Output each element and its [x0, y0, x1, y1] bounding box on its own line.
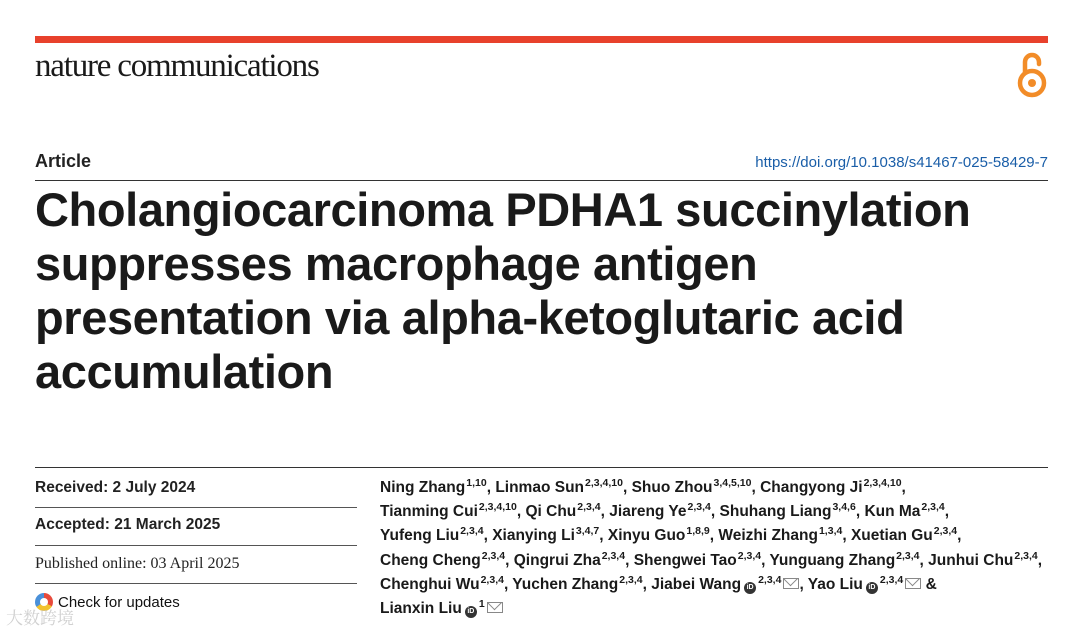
author-affiliation: 2,3,4 — [480, 573, 504, 586]
author-entry — [928, 549, 1038, 569]
email-icon[interactable] — [783, 578, 799, 589]
author-entry — [608, 527, 710, 544]
author-entry — [380, 600, 503, 617]
author-affiliation: 2,3,4 — [758, 573, 782, 586]
author-affiliation: 2,3,4 — [481, 549, 506, 562]
author-entry — [651, 573, 799, 593]
author-entry — [492, 527, 599, 544]
author-affiliation: 2,3,4 — [619, 573, 643, 586]
author-name[interactable]: Yufeng Liu — [380, 527, 460, 545]
author-entry — [632, 479, 752, 496]
author-connector: & — [921, 575, 937, 593]
author-affiliation: 2,3,4 — [460, 525, 484, 538]
published-date: Published online: 03 April 2025 — [35, 555, 240, 572]
author-affiliation: 2,3,4 — [896, 549, 920, 562]
author-affiliation: 2,3,4 — [1014, 549, 1038, 562]
author-affiliation: 2,3,4 — [737, 549, 762, 562]
author-name[interactable]: Yao Liu — [807, 575, 863, 593]
author-name[interactable]: Ning Zhang — [380, 479, 466, 496]
author-entry — [720, 503, 856, 520]
author-entry — [512, 573, 643, 593]
orcid-icon[interactable]: iD — [866, 582, 878, 594]
author-name[interactable]: Shengwei Tao — [633, 551, 737, 569]
author-affiliation: 2,3,4,10 — [478, 501, 517, 514]
author-entry — [851, 527, 957, 544]
meta-separator — [35, 545, 357, 546]
author-affiliation: 3,4,6 — [832, 501, 856, 514]
article-type-label: Article — [35, 151, 92, 171]
email-icon[interactable] — [905, 578, 921, 589]
watermark-text: 大数跨境 — [6, 609, 74, 628]
author-name[interactable]: Tianming Cui — [380, 503, 478, 521]
author-name[interactable]: Xuetian Gu — [850, 527, 933, 545]
author-entry — [380, 527, 484, 544]
header-divider — [35, 180, 1048, 181]
received-date: Received: 2 July 2024 — [35, 479, 196, 496]
email-icon[interactable] — [487, 602, 503, 613]
author-entry — [525, 503, 600, 520]
author-name[interactable]: Yuchen Zhang — [512, 575, 619, 593]
author-name[interactable]: Jiareng Ye — [609, 503, 687, 521]
author-name[interactable]: Lianxin Liu — [380, 600, 462, 618]
author-name[interactable]: Xianying Li — [492, 527, 575, 545]
author-name[interactable]: Linmao Sun — [495, 479, 585, 496]
author-name[interactable]: Qingrui Zha — [513, 551, 601, 569]
open-access-lock-icon — [1015, 48, 1049, 98]
author-entry — [495, 479, 623, 496]
meta-separator — [35, 507, 357, 508]
author-name[interactable]: Weizhi Zhang — [718, 527, 818, 545]
author-entry — [380, 479, 487, 496]
journal-accent-bar — [35, 36, 1048, 43]
author-entry — [633, 549, 762, 569]
author-entry — [380, 549, 506, 569]
accepted-date: Accepted: 21 March 2025 — [35, 516, 221, 533]
author-affiliation: 3,4,7 — [575, 525, 600, 538]
author-entry — [380, 573, 504, 593]
author-entry — [718, 527, 842, 544]
author-name[interactable]: Cheng Cheng — [380, 551, 481, 569]
author-name[interactable]: Shuhang Liang — [719, 503, 832, 521]
article-title: Cholangiocarcinoma PDHA1 succinylation suppresses macrophage antigen presentation via alpha-ketoglutaric acid accumulation — [35, 183, 971, 398]
author-name[interactable]: Shuo Zhou — [631, 479, 713, 496]
author-entry — [807, 573, 921, 593]
author-name[interactable]: Jiabei Wang — [651, 575, 742, 593]
author-entry — [769, 549, 920, 569]
orcid-icon[interactable]: iD — [465, 606, 477, 618]
author-entry — [864, 503, 944, 520]
author-affiliation: 2,3,4 — [687, 501, 711, 514]
orcid-icon[interactable]: iD — [744, 582, 756, 594]
author-affiliation: 2,3,4 — [879, 573, 904, 586]
author-affiliation: 1,10 — [466, 477, 487, 489]
author-name[interactable]: Changyong Ji — [760, 479, 863, 496]
author-affiliation: 2,3,4 — [577, 501, 601, 514]
doi-link[interactable]: https://doi.org/10.1038/s41467-025-58429-7 — [755, 154, 1048, 171]
author-affiliation: 2,3,4 — [933, 525, 958, 538]
author-entry — [760, 479, 901, 496]
author-affiliation: 1,8,9 — [686, 525, 710, 538]
author-name[interactable]: Kun Ma — [864, 503, 921, 521]
author-entry — [380, 503, 517, 520]
meta-separator — [35, 583, 357, 584]
journal-name[interactable]: nature communications — [35, 48, 319, 84]
author-name[interactable]: Yunguang Zhang — [769, 551, 896, 569]
author-name[interactable]: Xinyu Guo — [607, 527, 686, 545]
author-affiliation: 3,4,5,10 — [713, 477, 752, 489]
author-entry — [513, 549, 626, 569]
author-affiliation: 1 — [478, 598, 485, 611]
author-affiliation: 2,3,4,10 — [585, 477, 623, 489]
meta-divider — [35, 467, 1048, 468]
author-affiliation: 2,3,4,10 — [863, 477, 902, 489]
author-affiliation: 2,3,4 — [601, 549, 626, 562]
author-name[interactable]: Qi Chu — [525, 503, 577, 521]
author-affiliation: 2,3,4 — [921, 501, 945, 514]
author-name[interactable]: Junhui Chu — [928, 551, 1014, 569]
author-entry — [609, 503, 711, 520]
author-name[interactable]: Chenghui Wu — [380, 575, 480, 593]
check-for-updates-label: Check for updates — [58, 593, 180, 611]
author-affiliation: 1,3,4 — [818, 525, 843, 538]
author-list: Ning Zhang$^{1,10}$, Linmao Sun$^{2,3,4,10}$, Shuo Zhou$^{3,4,5,10}$, Changyong Ji$^{2,3,4,10}$, Tianming Cui$^{2,3,4,10}$, Qi Chu$^{2,3,4}$, Jiareng Ye$^{2,3,4}$, Shuhang Liang$^{3,4,6}$, Kun Ma$^{2,3,4}$, Yufeng Liu$^{2,3,4}$, Xianying Li$^{3,4,7}$, Xinyu Guo$^{1,8,9}$, Weizhi Zhang$^{1,3,4}$, Xuetian Gu$^{2,3,4}$, Cheng Cheng$^{2,3,4}$, Qingrui Zha$^{2,3,4}$, Shengwei Tao$^{2,3,4}$, Yunguang Zhang$^{2,3,4}$, Junhui Chu$^{2,3,4}$, Chenghui Wu$^{2,3,4}$, Yuchen Zhang$^{2,3,4}$, Jiabei Wang iD$^{2,3,4}$ , Yao Liu iD$^{2,3,4}$ & Lianxin Liu $iD^1$ — [380, 477, 1043, 618]
